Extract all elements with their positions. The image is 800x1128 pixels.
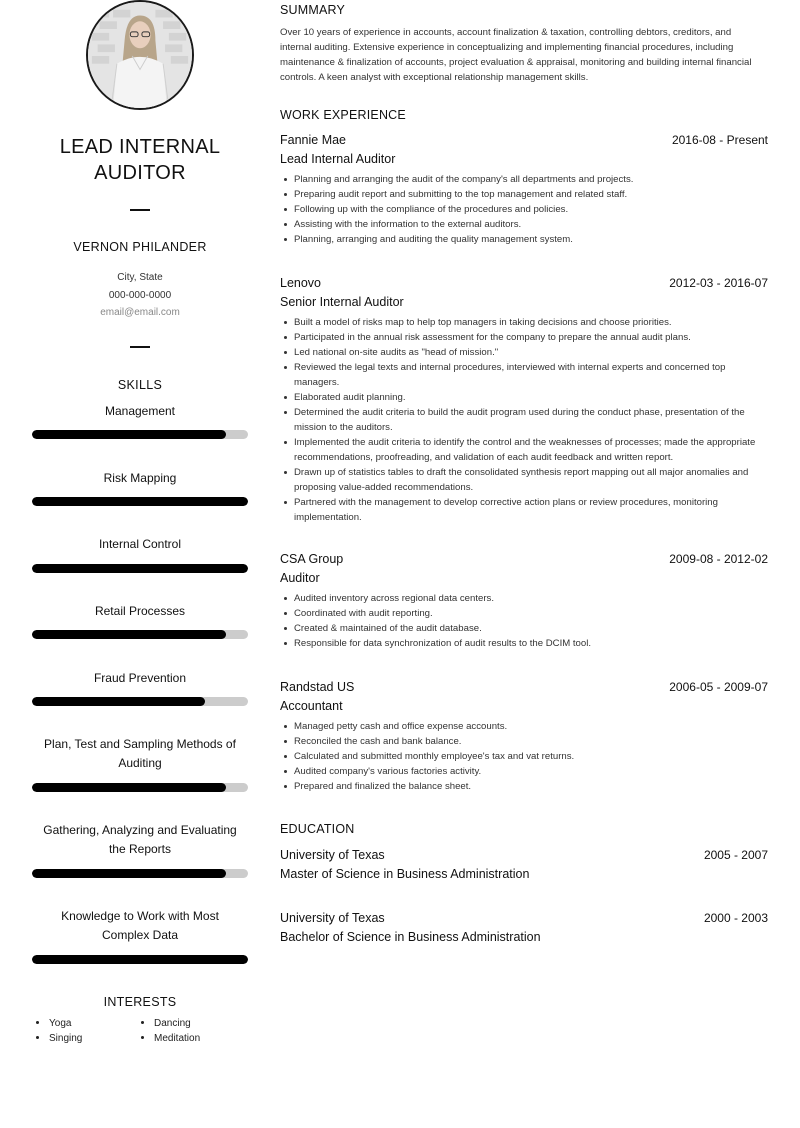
job-title-line1: LEAD INTERNAL — [59, 136, 221, 158]
school-name: University of Texas — [280, 848, 385, 862]
bullet-item: Planning and arranging the audit of the company's all departments and projects. — [294, 172, 768, 187]
divider — [130, 346, 150, 348]
candidate-name: VERNON PHILANDER — [73, 240, 207, 254]
work-experience-heading: WORK EXPERIENCE — [280, 108, 406, 122]
bullet-item: Calculated and submitted monthly employee's tax and vat returns. — [294, 749, 768, 764]
job-bullets — [280, 719, 768, 794]
education-dates: 2005 - 2007 — [703, 848, 768, 862]
bullet-item: Elaborated audit planning. — [294, 390, 768, 405]
summary-heading: SUMMARY — [280, 3, 346, 17]
skill-name: Internal Control — [98, 537, 182, 551]
degree: Bachelor of Science in Business Administration — [280, 930, 541, 944]
skill-name-cont: the Reports — [108, 842, 172, 856]
job-dates: 2012-03 - 2016-07 — [669, 276, 768, 290]
skill-bar-fill — [32, 783, 226, 792]
bullet-item: Preparing audit report and submitting to the top management and related staff. — [294, 187, 768, 202]
skill-bar — [32, 564, 248, 573]
job-entry — [280, 551, 768, 651]
job-entry — [280, 275, 768, 525]
job-dates: 2006-05 - 2009-07 — [669, 680, 768, 694]
phone: 000-000-0000 — [108, 290, 172, 301]
bullet-item: Led national on-site audits as "head of mission." — [294, 345, 768, 360]
skill-bar — [32, 697, 248, 706]
bullet-item: Partnered with the management to develop corrective action plans or review procedures, monitoring implementation. — [294, 495, 768, 525]
bullet-icon — [36, 1021, 39, 1024]
company-name: Fannie Mae — [280, 133, 347, 147]
bullet-item: Audited company's various factories activity. — [294, 764, 768, 779]
job-dates: 2009-08 - 2012-02 — [669, 552, 768, 566]
job-role: Senior Internal Auditor — [280, 295, 404, 309]
education-entry — [280, 910, 768, 945]
skill-bar-fill — [32, 564, 248, 573]
company-name: Lenovo — [280, 276, 322, 290]
education-entry — [280, 847, 768, 882]
degree: Master of Science in Business Administration — [280, 867, 530, 881]
bullet-item: Planning, arranging and auditing the quality management system. — [294, 232, 768, 247]
skill-bar — [32, 497, 248, 506]
job-dates: 2016-08 - Present — [671, 133, 768, 147]
skill-bar-fill — [32, 697, 205, 706]
bullet-item: Responsible for data synchronization of audit results to the DCIM tool. — [294, 636, 768, 651]
bullet-item: Reviewed the legal texts and internal procedures, interviewed with internal experts and concerned top managers. — [294, 360, 768, 390]
skill-name: Fraud Prevention — [93, 671, 187, 685]
skill-name: Knowledge to Work with Most — [61, 909, 219, 923]
bullet-item: Coordinated with audit reporting. — [294, 606, 768, 621]
education-dates: 2000 - 2003 — [703, 911, 768, 925]
skill-bar-fill — [32, 630, 226, 639]
skill-bar-fill — [32, 430, 226, 439]
skill-name-cont: Complex Data — [101, 928, 179, 942]
job-entry — [280, 679, 768, 794]
job-bullets — [280, 591, 768, 651]
bullet-item: Audited inventory across regional data centers. — [294, 591, 768, 606]
profile-photo-image — [88, 2, 192, 108]
location: City, State — [117, 272, 163, 283]
bullet-icon — [36, 1036, 39, 1039]
skill-bar-fill — [32, 955, 248, 964]
skill-name: Plan, Test and Sampling Methods of — [44, 737, 236, 751]
interest-item: Meditation — [141, 1033, 200, 1044]
bullet-item: Determined the audit criteria to build the audit program used during the conduct phase, presentation of the mission to the auditors. — [294, 405, 768, 435]
interest-item: Dancing — [141, 1018, 191, 1029]
skill-name: Risk Mapping — [103, 471, 177, 485]
education-heading: EDUCATION — [280, 822, 355, 836]
bullet-icon — [141, 1021, 144, 1024]
skill-bar — [32, 869, 248, 878]
skill-bar-fill — [32, 869, 226, 878]
bullet-item: Reconciled the cash and bank balance. — [294, 734, 768, 749]
interests-heading: INTERESTS — [103, 995, 177, 1009]
bullet-item: Participated in the annual risk assessment for the company to prepare the annual audit plans. — [294, 330, 768, 345]
skill-bar-fill — [32, 497, 248, 506]
interest-item: Yoga — [36, 1018, 71, 1029]
skill-name: Retail Processes — [94, 604, 186, 618]
bullet-item: Prepared and finalized the balance sheet. — [294, 779, 768, 794]
school-name: University of Texas — [280, 911, 385, 925]
skill-name: Gathering, Analyzing and Evaluating — [43, 823, 237, 837]
bullet-item: Following up with the compliance of the procedures and policies. — [294, 202, 768, 217]
summary-text: Over 10 years of experience in accounts, account finalization & taxation, controlling debtors, creditors, and internal auditing. Extensive experience in conceptualizing and implementing financial procedures, including maintenance & finalization of accounts, project evaluation & appraisal, monitoring and building internal financial controls. A keen analyst with exceptional relationship management skills. — [280, 27, 752, 83]
job-role: Auditor — [280, 571, 320, 585]
email-link[interactable]: email@email.com — [100, 307, 180, 318]
bullet-item: Implemented the audit criteria to identify the control and the weaknesses of processes; made the appropriate recommendations, proofreading, and validation of each audit feedback and written report. — [294, 435, 768, 465]
interest-item: Singing — [36, 1033, 82, 1044]
company-name: CSA Group — [280, 552, 344, 566]
job-title-line2: AUDITOR — [94, 162, 186, 184]
profile-photo — [86, 0, 194, 110]
skills-heading: SKILLS — [117, 378, 163, 392]
bullet-item: Built a model of risks map to help top managers in taking decisions and choose priorities. — [294, 315, 768, 330]
company-name: Randstad US — [280, 680, 355, 694]
divider — [130, 209, 150, 211]
skill-name-cont: Auditing — [118, 756, 162, 770]
skill-bar — [32, 630, 248, 639]
bullet-item: Assisting with the information to the external auditors. — [294, 217, 768, 232]
bullet-item: Managed petty cash and office expense accounts. — [294, 719, 768, 734]
bullet-item: Drawn up of statistics tables to draft the consolidated synthesis report mapping out all major anomalies and proposing value-added recommendations. — [294, 465, 768, 495]
skill-bar — [32, 430, 248, 439]
job-entry — [280, 132, 768, 247]
skill-bar — [32, 783, 248, 792]
skill-bar — [32, 955, 248, 964]
job-role: Lead Internal Auditor — [280, 152, 396, 166]
skill-name: Management — [104, 404, 176, 418]
job-bullets — [280, 315, 768, 525]
bullet-icon — [141, 1036, 144, 1039]
bullet-item: Created & maintained of the audit database. — [294, 621, 768, 636]
job-role: Accountant — [280, 699, 343, 713]
job-bullets — [280, 172, 768, 247]
